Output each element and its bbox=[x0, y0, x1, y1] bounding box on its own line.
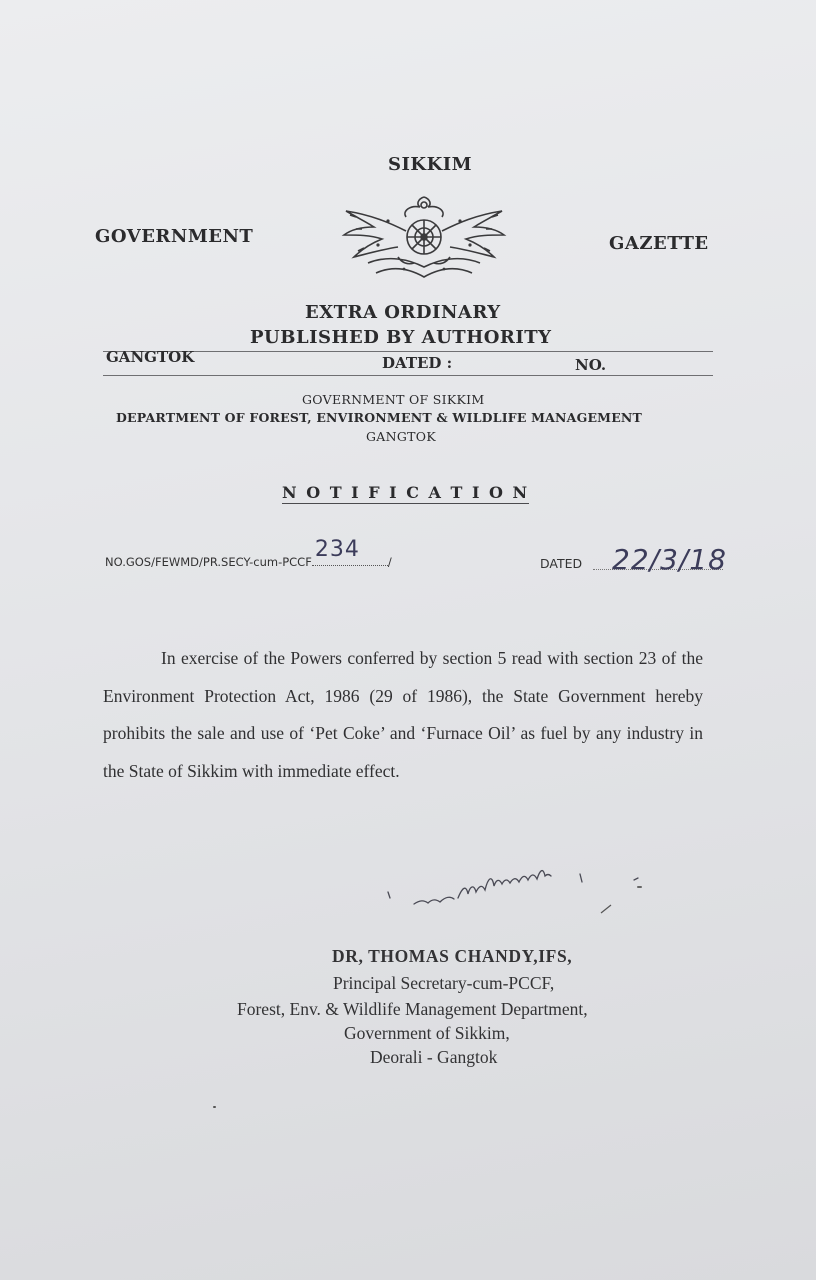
paper-speck bbox=[637, 886, 642, 888]
notification-body bbox=[103, 640, 703, 790]
reference-suffix: / bbox=[387, 555, 392, 569]
gazette-no-label: NO. bbox=[575, 356, 607, 374]
department-line-2: DEPARTMENT OF FOREST, ENVIRONMENT & WILDLIFE MANAGEMENT bbox=[116, 410, 643, 425]
handwritten-date: 22/3/18 bbox=[612, 543, 727, 576]
signatory-designation: Principal Secretary-cum-PCCF, bbox=[333, 973, 555, 993]
paper-speck bbox=[213, 1106, 216, 1108]
reference-handwritten-number: 234 bbox=[314, 537, 360, 562]
notification-body-text: In exercise of the Powers conferred by section 5 read with section 23 of the Environment Protection Act, 1986 (29 of 1986), the State Government hereby prohibits the sale and use of ‘Pet Coke’ and ‘Furnace Oil’ as fuel by any industry in the State of Sikkim with immediate effect. bbox=[103, 648, 703, 781]
masthead-bottom-rule bbox=[103, 375, 713, 376]
notification-title: N O T I F I C A T I O N bbox=[282, 483, 530, 502]
masthead-top-rule bbox=[103, 351, 713, 352]
dated-label: DATED bbox=[540, 556, 583, 571]
gazette-dated-label: DATED : bbox=[382, 354, 453, 372]
gazette-state: SIKKIM bbox=[388, 154, 473, 175]
gazette-left-word: GOVERNMENT bbox=[95, 226, 254, 247]
reference-dotted-field bbox=[312, 537, 388, 566]
pen-mark bbox=[600, 901, 612, 911]
reference-prefix: NO.GOS/FEWMD/PR.SECY-cum-PCCF bbox=[105, 555, 312, 569]
gazette-published-by-authority: PUBLISHED BY AUTHORITY bbox=[250, 327, 552, 348]
state-emblem bbox=[338, 193, 510, 281]
department-line-1: GOVERNMENT OF SIKKIM bbox=[302, 392, 485, 407]
gazette-extra-ordinary: EXTRA ORDINARY bbox=[305, 302, 501, 323]
reference-number-line bbox=[105, 537, 392, 569]
signatory-name: DR, THOMAS CHANDY,IFS, bbox=[332, 946, 573, 966]
signatory-department: Forest, Env. & Wildlife Management Department, bbox=[237, 999, 588, 1019]
signatory-address: Deorali - Gangtok bbox=[370, 1047, 498, 1067]
gazette-right-word: GAZETTE bbox=[609, 233, 709, 254]
department-line-3: GANGTOK bbox=[366, 429, 436, 444]
signatory-government: Government of Sikkim, bbox=[344, 1023, 510, 1043]
gazette-place: GANGTOK bbox=[106, 348, 195, 366]
